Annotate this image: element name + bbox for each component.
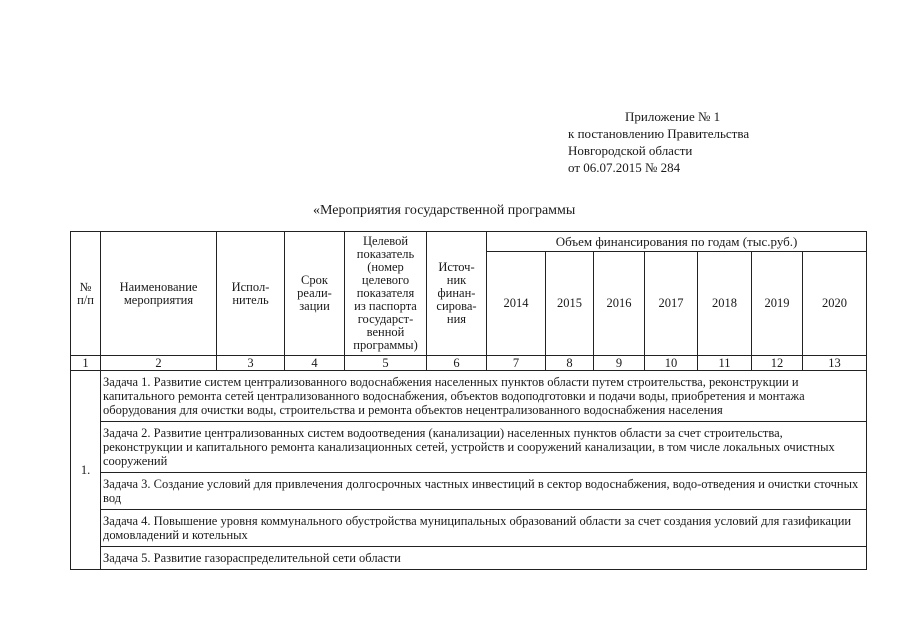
header-text: венной	[366, 325, 405, 339]
program-activities-table	[70, 231, 867, 570]
column-numbers-row	[71, 356, 867, 371]
header-text: ник	[446, 273, 467, 287]
header-text: Испол-	[231, 279, 270, 294]
appendix-block	[568, 108, 888, 176]
column-number: 5	[345, 356, 427, 371]
header-text: сирова-	[436, 299, 477, 313]
header-text: №	[79, 279, 92, 294]
header-year: 2017	[645, 252, 698, 356]
header-text: Срок	[301, 273, 328, 287]
header-term	[285, 232, 345, 356]
header-year: 2016	[594, 252, 645, 356]
header-text: реали-	[297, 286, 332, 300]
header-text: финан-	[437, 286, 476, 300]
column-number: 4	[285, 356, 345, 371]
document-title: «Мероприятия государственной программы	[313, 203, 576, 218]
appendix-line: Приложение № 1	[625, 109, 721, 124]
header-year: 2015	[546, 252, 594, 356]
header-funding: Объем финансирования по годам (тыс.руб.)	[487, 232, 867, 252]
header-executor	[217, 232, 285, 356]
header-indicator	[345, 232, 427, 356]
task-item: Задача 2. Развитие централизованных систем водоотведения (канализации) населенных пунктов области за счет строительства, реконструкции и капитального ремонта канализационных сетей, устройств и сооружений канализации, в том числе локальных очистных сооружений	[101, 421, 866, 472]
header-text: из паспорта	[354, 299, 417, 313]
header-text: показатель	[356, 247, 415, 261]
column-number: 11	[698, 356, 752, 371]
column-number: 2	[101, 356, 217, 371]
column-number: 8	[546, 356, 594, 371]
header-year: 2020	[803, 252, 867, 356]
header-text: Источ-	[438, 260, 475, 274]
column-number: 1	[71, 356, 101, 371]
table-row	[71, 371, 867, 570]
header-text: Наименование	[119, 279, 198, 294]
task-item: Задача 1. Развитие систем централизованного водоснабжения населенных пунктов области путем строительства, реконструкции и капитального ремонта сетей централизованного водоснабжения, объектов водоподготовки и подачи воды, приобретения и монтажа оборудования для очистки воды, строительства и ремонта объектов нецентрализованного водоснабжения населения	[103, 375, 805, 417]
header-text: зации	[299, 299, 330, 313]
task-item: Задача 3. Создание условий для привлечения долгосрочных частных инвестиций в сектор водоснабжения, водо-отведения и очистки сточных вод	[101, 472, 866, 509]
header-text: мероприятия	[123, 292, 194, 307]
header-text: программы)	[353, 338, 418, 352]
column-number: 7	[487, 356, 546, 371]
appendix-line: Новгородской области	[568, 143, 693, 158]
header-text: Целевой	[362, 234, 409, 248]
header-text: п/п	[77, 292, 94, 307]
column-number: 12	[752, 356, 803, 371]
header-text: целевого	[361, 273, 410, 287]
task-item: Задача 5. Развитие газораспределительной сети области	[101, 546, 866, 569]
header-text: ния	[446, 312, 467, 326]
tasks-cell	[101, 371, 867, 570]
column-number: 13	[803, 356, 867, 371]
header-text: показателя	[356, 286, 415, 300]
header-year: 2014	[487, 252, 546, 356]
header-source	[427, 232, 487, 356]
column-number: 3	[217, 356, 285, 371]
header-year: 2019	[752, 252, 803, 356]
header-text: (номер	[367, 260, 404, 274]
header-name	[101, 232, 217, 356]
column-number: 6	[427, 356, 487, 371]
task-item: Задача 4. Повышение уровня коммунального обустройства муниципальных образований области за счет создания условий для газификации домовладений и котельных	[101, 509, 866, 546]
column-number: 10	[645, 356, 698, 371]
column-number: 9	[594, 356, 645, 371]
header-num	[71, 232, 101, 356]
header-text: государст-	[357, 312, 414, 326]
header-year: 2018	[698, 252, 752, 356]
appendix-line: от 06.07.2015 № 284	[568, 160, 681, 175]
row-number: 1.	[71, 371, 101, 570]
header-text: нитель	[232, 292, 269, 307]
appendix-line: к постановлению Правительства	[568, 126, 750, 141]
